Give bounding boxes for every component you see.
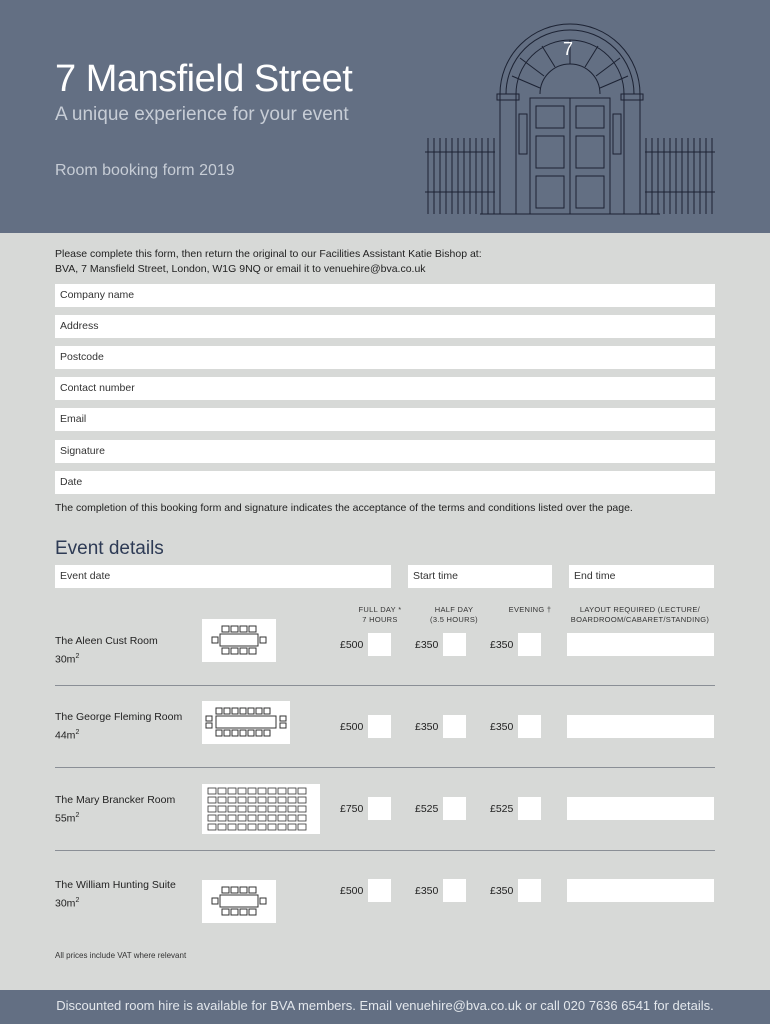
- price-full-day: £500: [340, 721, 364, 733]
- event-date-field[interactable]: [55, 565, 391, 588]
- form-title: Room booking form 2019: [55, 162, 235, 179]
- intro-text: [55, 247, 695, 277]
- col-full-day-line2: 7 HOURS: [362, 615, 398, 624]
- room-name: The Aleen Cust Room: [55, 635, 158, 647]
- room-william-hunting: [55, 877, 176, 912]
- col-evening-line1: EVENING †: [508, 605, 552, 614]
- evening-checkbox[interactable]: [518, 797, 541, 820]
- field-label: Contact number: [60, 382, 135, 394]
- price-full-day: £750: [340, 803, 364, 815]
- price-half-day: £350: [415, 885, 439, 897]
- door-number: 7: [563, 39, 574, 59]
- intro-line-2: BVA, 7 Mansfield Street, London, W1G 9NQ or email it to venuehire@bva.co.uk: [55, 263, 426, 275]
- price-half-day: £350: [415, 721, 439, 733]
- col-full-day-line1: FULL DAY *: [358, 605, 402, 614]
- field-label: End time: [574, 570, 616, 582]
- col-evening: [500, 605, 560, 615]
- col-half-day-line1: HALF DAY: [434, 605, 474, 614]
- col-layout-line2: BOARDROOM/CABARET/STANDING): [570, 615, 710, 624]
- full-day-checkbox[interactable]: [368, 797, 391, 820]
- lecture-layout-icon: [202, 784, 320, 834]
- field-label: Email: [60, 413, 87, 425]
- layout-required-field[interactable]: [567, 715, 714, 738]
- address-field[interactable]: [55, 315, 715, 338]
- room-size-unit: 2: [75, 729, 80, 736]
- header-banner: [0, 0, 770, 233]
- start-time-field[interactable]: [408, 565, 552, 588]
- boardroom-layout-icon: [202, 701, 290, 744]
- evening-checkbox[interactable]: [518, 715, 541, 738]
- price-full-day: £500: [340, 639, 364, 651]
- room-size: [55, 893, 176, 912]
- price-half-day: £525: [415, 803, 439, 815]
- room-size-value: 55m: [55, 812, 76, 825]
- end-time-field[interactable]: [569, 565, 714, 588]
- event-details-heading: Event details: [55, 538, 164, 559]
- field-label: Company name: [60, 289, 135, 301]
- georgian-door-icon: [420, 14, 720, 219]
- layout-required-field[interactable]: [567, 797, 714, 820]
- room-size: [55, 808, 175, 827]
- divider: [55, 767, 715, 768]
- col-half-day-line2: (3.5 HOURS): [430, 615, 478, 624]
- room-size: [55, 649, 158, 668]
- evening-checkbox[interactable]: [518, 879, 541, 902]
- footer-banner: [0, 990, 770, 1024]
- room-aleen-cust: [55, 633, 158, 668]
- room-size-value: 44m: [55, 729, 76, 742]
- price-half-day: £350: [415, 639, 439, 651]
- col-layout: [560, 605, 720, 625]
- price-evening: £350: [490, 885, 514, 897]
- divider: [55, 685, 715, 686]
- half-day-checkbox[interactable]: [443, 797, 466, 820]
- field-label: Signature: [60, 445, 105, 457]
- date-field[interactable]: [55, 471, 715, 494]
- field-label: Address: [60, 320, 99, 332]
- room-size-value: 30m: [55, 653, 76, 666]
- field-label: Event date: [60, 570, 111, 582]
- contact-number-field[interactable]: [55, 377, 715, 400]
- email-field[interactable]: [55, 408, 715, 431]
- field-label: Start time: [413, 570, 458, 582]
- page-title: 7 Mansfield Street: [55, 58, 353, 100]
- boardroom-layout-icon: [202, 880, 276, 923]
- col-full-day: [345, 605, 415, 625]
- room-size: [55, 725, 182, 744]
- page-subtitle: A unique experience for your event: [55, 104, 349, 125]
- room-size-value: 30m: [55, 897, 76, 910]
- postcode-field[interactable]: [55, 346, 715, 369]
- room-name: The George Fleming Room: [55, 711, 183, 723]
- price-full-day: £500: [340, 885, 364, 897]
- price-evening: £525: [490, 803, 514, 815]
- half-day-checkbox[interactable]: [443, 633, 466, 656]
- layout-required-field[interactable]: [567, 879, 714, 902]
- room-size-unit: 2: [75, 897, 80, 904]
- room-george-fleming: [55, 709, 182, 744]
- full-day-checkbox[interactable]: [368, 633, 391, 656]
- evening-checkbox[interactable]: [518, 633, 541, 656]
- col-half-day: [418, 605, 490, 625]
- half-day-checkbox[interactable]: [443, 715, 466, 738]
- price-evening: £350: [490, 721, 514, 733]
- footer-text: Discounted room hire is available for BVA members. Email venuehire@bva.co.uk or call 020 7636 6541 for details.: [56, 998, 714, 1013]
- vat-note: All prices include VAT where relevant: [55, 951, 187, 960]
- intro-line-1: Please complete this form, then return the original to our Facilities Assistant Katie Bishop at:: [55, 248, 482, 260]
- divider: [55, 850, 715, 851]
- col-layout-line1: LAYOUT REQUIRED (LECTURE/: [579, 605, 701, 614]
- field-label: Date: [60, 476, 83, 488]
- field-label: Postcode: [60, 351, 104, 363]
- full-day-checkbox[interactable]: [368, 879, 391, 902]
- half-day-checkbox[interactable]: [443, 879, 466, 902]
- room-name: The Mary Brancker Room: [55, 794, 176, 806]
- layout-required-field[interactable]: [567, 633, 714, 656]
- signature-field[interactable]: [55, 440, 715, 463]
- terms-notice: The completion of this booking form and signature indicates the acceptance of the terms and conditions listed over the page.: [55, 502, 633, 514]
- price-evening: £350: [490, 639, 514, 651]
- room-size-unit: 2: [75, 653, 80, 660]
- room-size-unit: 2: [75, 812, 80, 819]
- boardroom-layout-icon: [202, 619, 276, 662]
- room-name: The William Hunting Suite: [55, 879, 176, 891]
- room-mary-brancker: [55, 792, 175, 827]
- company-name-field[interactable]: [55, 284, 715, 307]
- full-day-checkbox[interactable]: [368, 715, 391, 738]
